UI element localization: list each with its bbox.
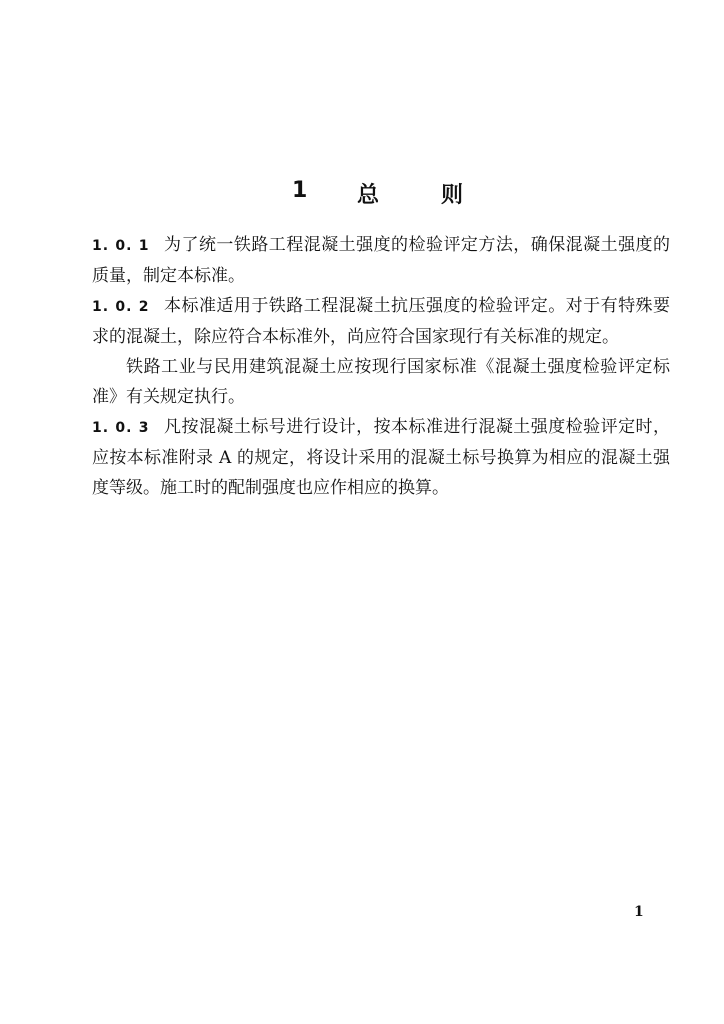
page-number: 1 — [634, 904, 644, 920]
clause-number: 1. 0. 1 — [92, 238, 150, 254]
clause-1-0-2 — [92, 291, 670, 352]
clause-1-0-3 — [92, 412, 670, 503]
clause-text: 铁路工业与民用建筑混凝土应按现行国家标准《混凝土强度检验评定标准》有关规定执行。 — [92, 357, 670, 407]
clause-number: 1. 0. 2 — [92, 299, 150, 315]
chapter-heading — [0, 172, 724, 208]
clause-text: 本标准适用于铁路工程混凝土抗压强度的检验评定。对于有特殊要求的混凝土，除应符合本标准外，尚应符合国家现行有关标准的规定。 — [92, 296, 671, 347]
chapter-title-char-1: 总 — [357, 183, 380, 208]
chapter-number: 1 — [292, 178, 308, 203]
clause-text: 凡按混凝土标号进行设计，按本标准进行混凝土强度检验评定时，应按本标准附录 A 的规定，将设计采用的混凝土标号换算为相应的混凝土强度等级。施工时的配制强度也应作相应的换算。 — [92, 417, 671, 498]
clause-1-0-2-supplement — [92, 352, 670, 412]
clause-1-0-1 — [92, 230, 670, 291]
clause-text: 为了统一铁路工程混凝土强度的检验评定方法，确保混凝土强度的质量，制定本标准。 — [92, 235, 671, 286]
chapter-body — [92, 230, 670, 503]
clause-number: 1. 0. 3 — [92, 420, 150, 436]
chapter-title-char-2: 则 — [441, 183, 464, 208]
